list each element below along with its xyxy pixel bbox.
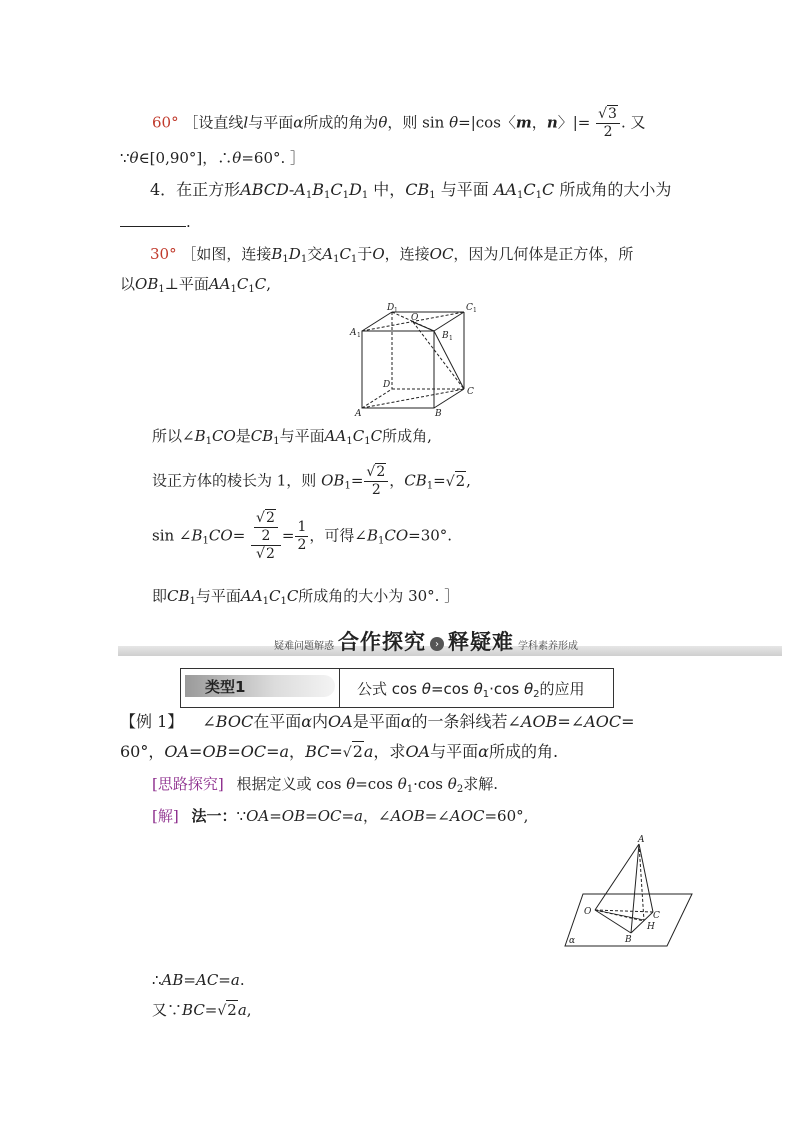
var-alpha: α: [301, 712, 313, 731]
plane: C: [370, 427, 383, 445]
var-a: a: [237, 1001, 247, 1019]
var-a: a: [230, 971, 240, 989]
solution-label: [解]: [152, 807, 179, 825]
label-O: O: [584, 907, 592, 917]
cube-figure: [345, 298, 485, 420]
text: =cos: [430, 680, 469, 698]
text: 又∵: [152, 1001, 183, 1019]
text: ∵: [236, 807, 247, 825]
text: 是: [235, 427, 251, 445]
text: ，: [531, 113, 547, 132]
radicand: 2: [265, 510, 275, 526]
vertex: C: [330, 180, 343, 199]
text: 所成角的大小为 30°. ］: [298, 587, 460, 605]
angle: BOC: [215, 712, 254, 731]
text: ∴: [152, 971, 162, 989]
divider: [339, 669, 340, 707]
text: =∠: [424, 807, 450, 825]
vertex: B: [271, 245, 283, 263]
label-C: C: [653, 911, 660, 921]
answer-line-10: 即$CB_1$与平面$AA_1C_1C$所成角的大小为 30°. ］: [152, 587, 460, 607]
text: 与平面: [440, 180, 489, 199]
radicand: 2: [352, 742, 363, 761]
plane: C: [523, 180, 536, 199]
angle: AOB: [520, 712, 558, 731]
var-theta: θ: [397, 775, 407, 793]
text: =cos: [355, 775, 393, 793]
var-theta: θ: [473, 680, 483, 698]
segment: OA: [246, 807, 270, 825]
numerator: 1: [297, 519, 307, 535]
hint-label: [思路探究]: [152, 775, 224, 793]
text: =: [266, 742, 280, 761]
label-alpha: α: [569, 936, 576, 946]
var-theta: θ: [447, 775, 457, 793]
radicand: 2: [455, 471, 466, 490]
label-D1: D: [387, 303, 395, 313]
denominator: 2: [297, 537, 307, 553]
text: 以: [120, 275, 136, 293]
label-B1: B: [442, 331, 449, 341]
answer-line-1: [152, 106, 646, 141]
plane: C: [236, 275, 249, 293]
text: .: [239, 971, 245, 989]
banner-title-1: 合作探究: [338, 630, 426, 654]
chevron-right-icon: ›: [430, 637, 444, 651]
section-banner: [118, 628, 782, 656]
vector-n: n: [546, 113, 558, 132]
segment: CO: [211, 427, 236, 445]
text: ∠: [202, 712, 216, 731]
segment: OB: [321, 471, 345, 490]
text: 根据定义或 cos: [236, 775, 342, 793]
var-theta: θ: [129, 149, 139, 167]
fraction-sqrt2-over-2: $\frac{√2}{2}$: [364, 464, 388, 499]
var-a: a: [354, 807, 363, 825]
var-theta: θ: [346, 775, 356, 793]
text: =60°. ］: [241, 149, 306, 167]
text: ［设直线: [183, 113, 244, 132]
type-box: [180, 668, 614, 708]
text: ∈[0,90°]，∴: [138, 149, 233, 167]
label-D: D: [383, 380, 391, 390]
denominator: 2: [603, 124, 613, 140]
compound-fraction: $\frac{\frac{√2}{2}}{√2}$: [251, 510, 281, 563]
text: =: [204, 1001, 218, 1019]
text: 的一条斜线若∠: [411, 712, 521, 731]
segment: CB: [405, 180, 430, 199]
text: 与平面: [248, 113, 294, 132]
text: ，∠: [363, 807, 391, 825]
answer-blank-line: [120, 212, 191, 232]
text: 是平面: [352, 712, 401, 731]
denominator: 2: [261, 528, 271, 544]
segment: BC: [182, 1001, 205, 1019]
vertex: O: [372, 245, 385, 263]
segment: OA: [405, 742, 431, 761]
vertex: A: [294, 180, 306, 199]
label-B: B: [625, 935, 632, 945]
text: 即: [152, 587, 168, 605]
question-4: 4．在正方形ABCD-$A_1B_1C_1D_1$ 中，$CB_1$ 与平面 $AA_1C_1C$ 所成角的大小为: [150, 180, 672, 201]
var-l: l: [243, 113, 249, 132]
text: . 又: [620, 113, 646, 132]
text: =: [183, 971, 196, 989]
text: =30°.: [408, 526, 453, 545]
text: =: [329, 742, 343, 761]
text: ，因为几何体是正方体，所: [453, 245, 634, 263]
plane: AA: [493, 180, 517, 199]
label-H: H: [647, 922, 655, 932]
text: =: [227, 742, 241, 761]
plane: C: [286, 587, 299, 605]
angle: AOC: [449, 807, 485, 825]
plane: AA: [324, 427, 347, 445]
answer-line-5: 30° ［如图，连接$B_1D_1$交$A_1C_1$于O，连接OC，因为几何体是正方体，所: [150, 245, 634, 265]
angle: AOC: [584, 712, 622, 731]
vertex: B: [366, 526, 378, 545]
segment: CB: [167, 587, 190, 605]
answer-line-9: $\sin \angle B_1CO=$ $\frac{\frac{√2}{2}}{√2}$ = $\frac{1}{2}$ ，可得$\angle B_1CO=30^\circ$.: [152, 510, 453, 562]
sub-1: 1: [473, 307, 477, 314]
text: =: [232, 526, 246, 545]
plane: AA: [208, 275, 231, 293]
segment: OB: [281, 807, 306, 825]
label-O: O: [411, 313, 419, 323]
segment: CO: [384, 526, 409, 545]
pyramid-figure: [555, 834, 695, 952]
var-theta: θ: [449, 113, 459, 132]
text: sin ∠: [152, 526, 192, 545]
text: =: [269, 807, 282, 825]
text: ,: [466, 471, 471, 490]
text: ，求: [373, 742, 406, 761]
label-A: A: [355, 409, 362, 419]
answer-blank: [120, 212, 186, 227]
segment: OB: [202, 742, 228, 761]
sqrt-2: √2: [445, 471, 466, 490]
radicand: 3: [608, 106, 617, 122]
type-title: 公式 cos θ=cos $\theta_1\cdot\cos$ $\theta_2$的应用: [357, 680, 585, 700]
segment: CB: [404, 471, 427, 490]
text: 〉|=: [557, 113, 591, 132]
segment: OB: [135, 275, 159, 293]
vertex: C: [339, 245, 351, 263]
var-a: a: [363, 742, 374, 761]
label-C1: C: [466, 303, 473, 313]
type-tag: [185, 675, 335, 697]
text: 求解.: [463, 775, 498, 793]
banner-right-caption: 学科素养形成: [518, 641, 578, 652]
text: =: [305, 807, 318, 825]
vertex: B: [194, 427, 206, 445]
vertex: B: [191, 526, 203, 545]
denominator: 2: [371, 482, 381, 498]
type-tag-label: 类型1: [205, 678, 246, 696]
angle: AOB: [390, 807, 425, 825]
text: 中，: [373, 180, 406, 199]
answer-line-6: 以$OB_1\perp$平面$AA_1C_1C$,: [120, 275, 271, 295]
text: ，: [289, 742, 306, 761]
segment: AB: [161, 971, 184, 989]
example-1-line-2: [120, 742, 558, 763]
segment: AC: [195, 971, 219, 989]
banner-title-2: 释疑难: [448, 630, 514, 654]
answer-value: 60°: [152, 113, 179, 132]
vertex: A: [322, 245, 334, 263]
plane: C: [352, 427, 365, 445]
text: ，可得∠: [309, 526, 367, 545]
segment: OA: [164, 742, 190, 761]
text: =∠: [557, 712, 585, 731]
text: 与平面: [195, 587, 241, 605]
result-line-ab: [152, 970, 245, 990]
solution-line: [152, 806, 528, 826]
text: ,: [246, 1001, 252, 1019]
segment: BC: [305, 742, 330, 761]
sqrt-2: √2: [342, 742, 363, 761]
text: 与平面: [430, 742, 479, 761]
var-alpha: α: [293, 113, 304, 132]
text: =: [189, 742, 203, 761]
plane: C: [541, 180, 555, 199]
hint-line: [思路探究] 根据定义或 cos θ=cos $\theta_1\cdot\cos$ $\theta_2$求解.: [152, 775, 498, 795]
text: =|cos〈: [458, 113, 516, 132]
text: 所成角,: [382, 427, 432, 445]
text: ，连接: [384, 245, 430, 263]
text: ，则 sin: [387, 113, 445, 132]
sub-1: 1: [449, 335, 453, 342]
text: =: [621, 712, 635, 731]
vector-m: m: [515, 113, 532, 132]
fraction-sqrt3-over-2: $\frac{√3}{2}$: [596, 106, 620, 141]
text: ，: [389, 471, 405, 490]
text: =: [350, 471, 364, 490]
var-theta: θ: [421, 680, 431, 698]
text: 60°，: [120, 742, 165, 761]
text: 所成角的大小为: [559, 180, 672, 199]
text: ［如图，连接: [181, 245, 272, 263]
answer-line-8: 设正方体的棱长为 1，则 $OB_1=$ $\frac{√2}{2}$ ，$CB_1=√2$,: [152, 464, 471, 498]
cube-name: ABCD: [240, 180, 289, 199]
radicand: 2: [376, 464, 386, 480]
plane: C: [268, 587, 281, 605]
text: 内: [312, 712, 329, 731]
label-C: C: [467, 387, 474, 397]
sub-1: 1: [394, 307, 398, 314]
label-B: B: [435, 409, 442, 419]
answer-value: 30°: [150, 245, 177, 263]
vertex: B: [312, 180, 324, 199]
inner-fraction: $\frac{√2}{2}$: [254, 510, 278, 545]
var-theta: θ: [232, 149, 242, 167]
text: 所成的角.: [488, 742, 559, 761]
example-1-line-1: [120, 712, 635, 732]
segment: CO: [208, 526, 233, 545]
var-alpha: α: [478, 742, 489, 761]
segment: OC: [317, 807, 342, 825]
text: =: [433, 471, 446, 490]
vertex: D: [288, 245, 301, 263]
text: 的应用: [539, 680, 585, 698]
sub-1: 1: [357, 332, 361, 339]
radicand: 2: [227, 1001, 237, 1019]
segment: OA: [328, 712, 353, 731]
text: .: [186, 213, 191, 231]
text: ·cos: [489, 680, 520, 698]
banner-left-caption: 疑难问题解惑: [274, 641, 334, 652]
segment: OC: [240, 742, 267, 761]
sqrt-2: √2: [217, 1001, 237, 1019]
example-label: 【例 1】: [120, 712, 184, 731]
segment: OC: [429, 245, 454, 263]
var-theta: θ: [523, 680, 534, 698]
text: ,: [266, 275, 271, 293]
fraction-one-half: [295, 519, 308, 554]
plane: AA: [240, 587, 263, 605]
text: ∵: [120, 149, 130, 167]
method-label: 法一：: [191, 807, 237, 825]
text: ·cos: [413, 775, 444, 793]
text: 于: [357, 245, 373, 263]
var-a: a: [279, 742, 290, 761]
text: 与平面: [279, 427, 325, 445]
text: 公式 cos: [357, 680, 418, 698]
var-theta: θ: [378, 113, 388, 132]
text: 交: [307, 245, 323, 263]
segment: CB: [250, 427, 274, 445]
text: =60°,: [484, 807, 529, 825]
text: -: [288, 180, 295, 199]
text: 在平面: [253, 712, 302, 731]
text: ⊥平面: [164, 275, 209, 293]
text: 所成的角为: [303, 113, 379, 132]
plane: C: [254, 275, 267, 293]
radicand: 2: [265, 546, 275, 562]
result-line-bc: [152, 1000, 252, 1021]
var-alpha: α: [400, 712, 412, 731]
text: 4．在正方形: [150, 180, 241, 199]
answer-line-2: [120, 148, 305, 168]
label-A1: A: [350, 328, 357, 338]
text: =: [218, 971, 231, 989]
text: =: [281, 526, 295, 545]
vertex: D: [348, 180, 362, 199]
text: =: [341, 807, 355, 825]
answer-line-7: 所以$\angle B_1CO$是$CB_1$与平面$AA_1C_1C$所成角,: [152, 427, 432, 447]
text: 设正方体的棱长为 1，则: [152, 471, 317, 490]
text: 所以∠: [152, 427, 195, 445]
label-A: A: [638, 835, 645, 845]
